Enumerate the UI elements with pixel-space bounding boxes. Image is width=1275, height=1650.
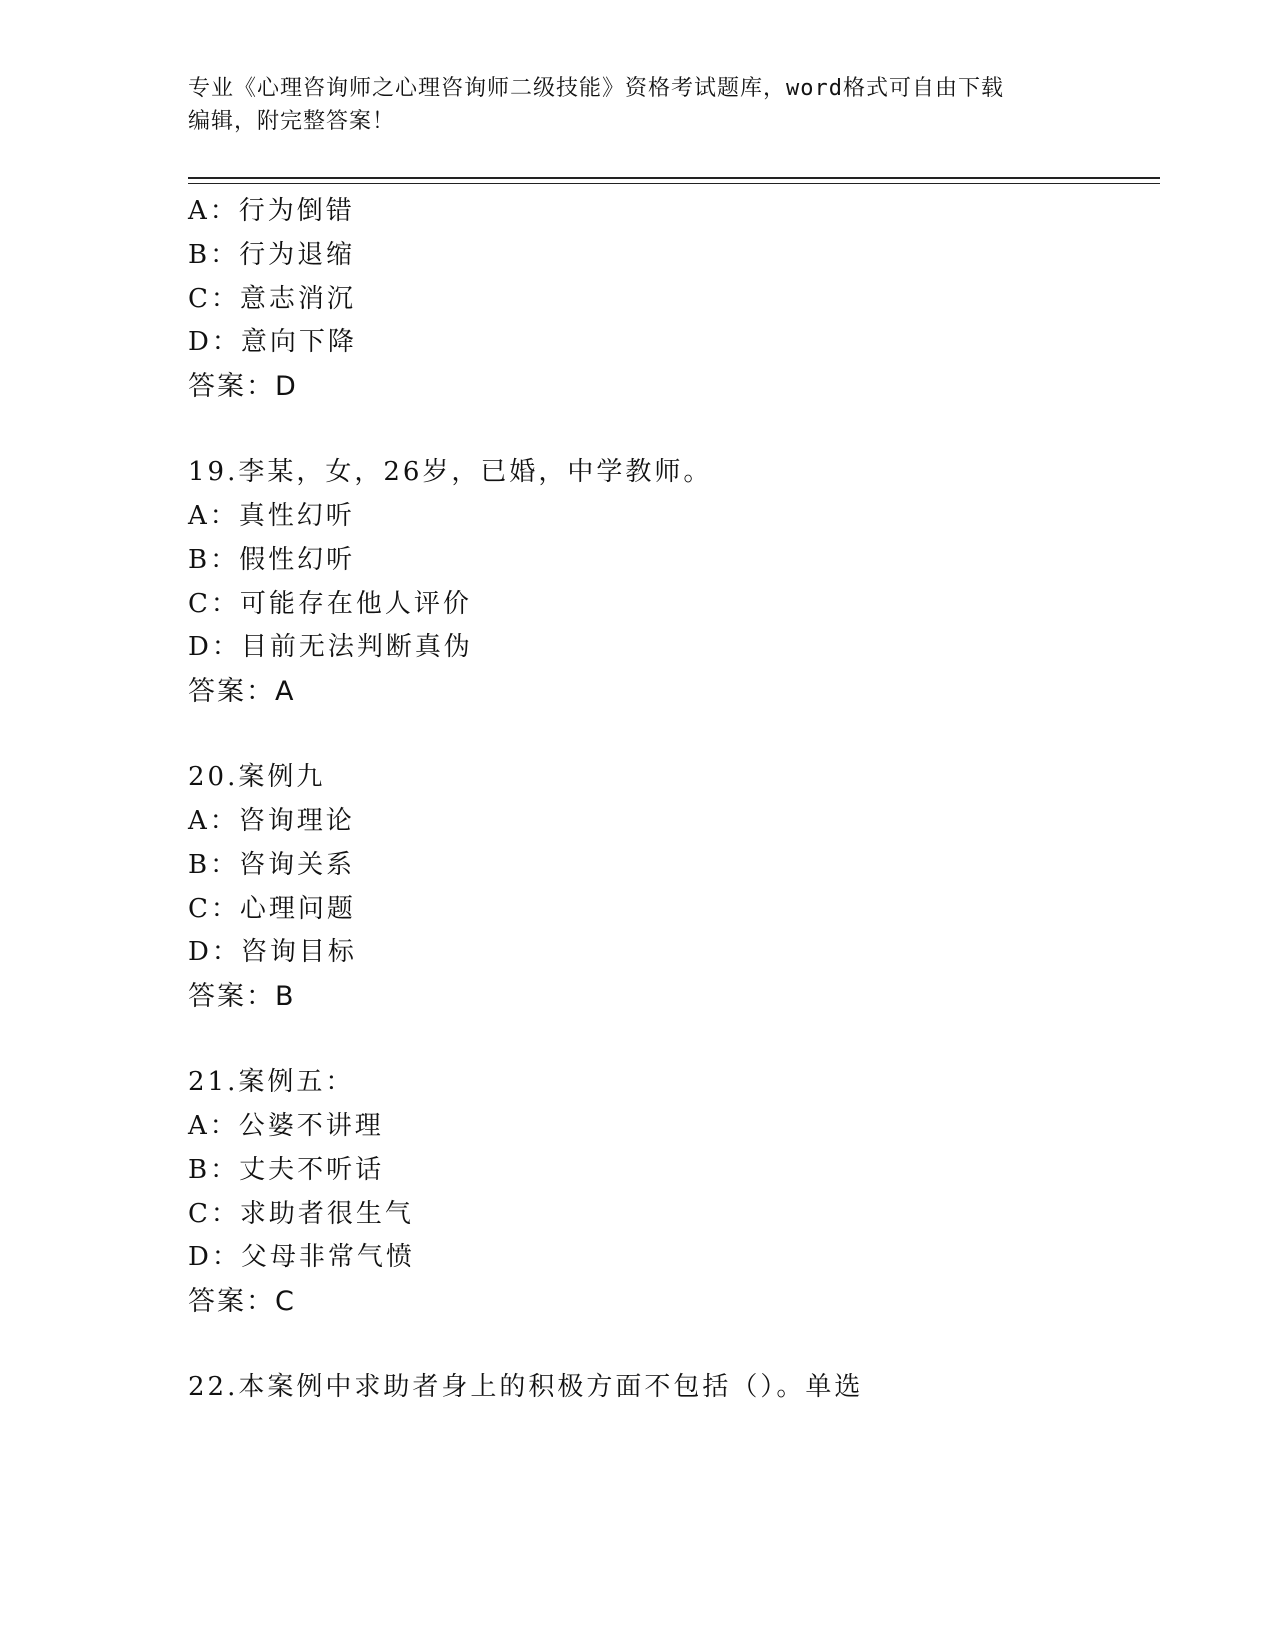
q21-answer: 答案：C xyxy=(188,1286,296,1317)
q21-option-a: A：公婆不讲理 xyxy=(188,1111,384,1141)
q19-option-b: B：假性幻听 xyxy=(188,545,356,575)
q18-answer: 答案：D xyxy=(188,371,298,402)
q20-answer: 答案：B xyxy=(188,981,296,1012)
q19-answer: 答案：A xyxy=(188,676,296,707)
q21-stem: 21.案例五： xyxy=(188,1067,355,1097)
q21-option-b: B：丈夫不听话 xyxy=(188,1155,385,1185)
q19-stem: 19.李某，女，26岁，已婚，中学教师。 xyxy=(188,457,713,487)
q18-option-c: C：意志消沉 xyxy=(188,284,356,314)
q20-option-c: C：心理问题 xyxy=(188,894,356,924)
document-header xyxy=(188,72,1088,138)
q20-option-a: A：咨询理论 xyxy=(188,806,355,836)
header-divider-thin xyxy=(188,183,1160,184)
q20-option-d: D：咨询目标 xyxy=(188,937,357,967)
q18-option-b: B：行为退缩 xyxy=(188,240,356,270)
q22-stem: 22.本案例中求助者身上的积极方面不包括（）。单选 xyxy=(188,1372,864,1402)
header-divider-thick xyxy=(188,177,1160,179)
q20-option-b: B：咨询关系 xyxy=(188,850,356,880)
header-line-2: 编辑，附完整答案！ xyxy=(188,109,396,134)
q19-option-c: C：可能存在他人评价 xyxy=(188,589,472,619)
q19-option-a: A：真性幻听 xyxy=(188,501,355,531)
header-line-1: 专业《心理咨询师之心理咨询师二级技能》资格考试题库，word格式可自由下载 xyxy=(188,76,1004,101)
q21-option-c: C：求助者很生气 xyxy=(188,1199,414,1229)
q18-option-a: A：行为倒错 xyxy=(188,196,355,226)
q18-option-d: D：意向下降 xyxy=(188,327,357,357)
q20-stem: 20.案例九 xyxy=(188,762,326,792)
q21-option-d: D：父母非常气愤 xyxy=(188,1242,415,1272)
q19-option-d: D：目前无法判断真伪 xyxy=(188,632,473,662)
